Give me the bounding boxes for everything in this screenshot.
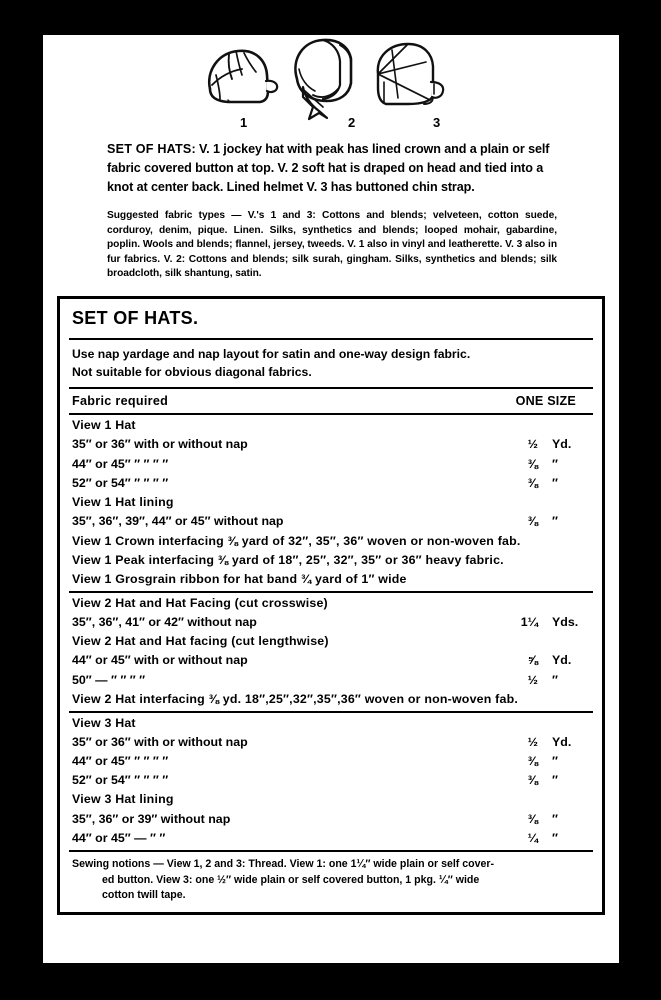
row-unit: ″ bbox=[552, 753, 558, 768]
row-label: View 2 Hat interfacing ⅜ yd. 18″,25″,32″,35″,36″ woven or non-woven fab. bbox=[72, 691, 518, 706]
row-quantity: ½ bbox=[527, 734, 538, 749]
row-label: View 1 Hat bbox=[72, 418, 136, 433]
row-label: View 2 Hat and Hat facing (cut lengthwise) bbox=[72, 634, 329, 649]
nap-note-line-1: Use nap yardage and nap layout for satin and one-way design fabric. bbox=[72, 346, 471, 361]
figure-number-2: 2 bbox=[348, 115, 356, 130]
table-group-view-2 bbox=[60, 593, 602, 711]
row-label: 44″ or 45″ — ″ ″ bbox=[72, 830, 166, 845]
hat-illustrations bbox=[43, 35, 619, 140]
row-unit: Yd. bbox=[552, 734, 572, 749]
row-label: 44″ or 45″ ″ ″ ″ ″ bbox=[72, 753, 169, 768]
pattern-envelope-page bbox=[43, 35, 619, 963]
sewing-notions-label: Sewing notions bbox=[72, 858, 151, 871]
table-row bbox=[60, 551, 602, 570]
table-row bbox=[60, 752, 602, 771]
row-unit: ″ bbox=[552, 456, 558, 471]
column-header-size: ONE SIZE bbox=[515, 394, 576, 409]
row-unit: ″ bbox=[552, 811, 558, 826]
row-quantity: ½ bbox=[527, 672, 538, 687]
row-unit: ″ bbox=[552, 672, 558, 687]
table-group-view-3 bbox=[60, 713, 602, 851]
row-quantity: ⅜ bbox=[527, 514, 538, 529]
table-row bbox=[60, 671, 602, 690]
table-row bbox=[60, 532, 602, 551]
row-quantity: ⅜ bbox=[527, 475, 538, 490]
table-column-headers bbox=[60, 389, 602, 413]
table-row bbox=[60, 733, 602, 752]
sewing-notions-line-3: cotton twill tape. bbox=[102, 889, 186, 902]
hat-view-2-illustration bbox=[283, 35, 363, 121]
column-header-fabric: Fabric required bbox=[72, 394, 169, 409]
row-label: 35″, 36″, 39″, 44″ or 45″ without nap bbox=[72, 514, 284, 529]
description-heading: SET OF HATS bbox=[107, 142, 192, 156]
table-group-view-1 bbox=[60, 415, 602, 591]
sewing-notions-line-2: ed button. View 3: one ½″ wide plain or self covered button, 1 pkg. ¼″ wide bbox=[102, 873, 480, 886]
table-row bbox=[60, 690, 602, 709]
row-label: View 3 Hat lining bbox=[72, 792, 174, 807]
row-quantity: ⅜ bbox=[527, 456, 538, 471]
table-row bbox=[60, 455, 602, 474]
row-label: 50″ — ″ ″ ″ ″ bbox=[72, 672, 146, 687]
table-row bbox=[60, 416, 602, 435]
row-label: View 1 Crown interfacing ⅜ yard of 32″, 35″, 36″ woven or non-woven fab. bbox=[72, 533, 521, 548]
table-row bbox=[60, 594, 602, 613]
figure-number-3: 3 bbox=[433, 115, 441, 130]
row-label: 52″ or 54″ ″ ″ ″ ″ bbox=[72, 773, 169, 788]
suggested-fabrics-paragraph bbox=[107, 209, 557, 281]
row-unit: Yd. bbox=[552, 437, 572, 452]
table-row bbox=[60, 474, 602, 493]
figure-number-row bbox=[43, 115, 619, 135]
row-unit: Yd. bbox=[552, 653, 572, 668]
table-row bbox=[60, 613, 602, 632]
hat-view-1-illustration bbox=[198, 41, 283, 113]
table-row bbox=[60, 651, 602, 670]
hat-view-3-illustration bbox=[368, 38, 450, 118]
intro-section bbox=[107, 140, 557, 282]
row-label: 44″ or 45″ ″ ″ ″ ″ bbox=[72, 456, 169, 471]
table-row bbox=[60, 714, 602, 733]
suggested-fabrics-text: — V.'s 1 and 3: Cottons and blends; velveteen, cotton suede, corduroy, denim, pique. Linen. Silks, synthetics and blends; looped mohair, gabardine, poplin. Wools and blends; flannel, jersey, tweeds. V. 1 also in vinyl and leatherette. V. 3 also in fur fabrics. V. 2: Cottons and blends; silk surah, gingham. Silks, synthetics and blends; silk broadcloth, silk shantung, satin. bbox=[107, 210, 557, 280]
row-label: 35″ or 36″ with or without nap bbox=[72, 734, 248, 749]
table-row bbox=[60, 493, 602, 512]
table-row bbox=[60, 632, 602, 651]
nap-note bbox=[60, 340, 602, 387]
row-unit: ″ bbox=[552, 773, 558, 788]
row-quantity: ⅜ bbox=[527, 773, 538, 788]
row-quantity: ⅜ bbox=[527, 811, 538, 826]
row-unit: ″ bbox=[552, 514, 558, 529]
row-quantity: ⅝ bbox=[527, 653, 538, 668]
row-label: View 1 Peak interfacing ⅜ yard of 18″, 25″, 32″, 35″ or 36″ heavy fabric. bbox=[72, 552, 504, 567]
row-label: 35″, 36″ or 39″ without nap bbox=[72, 811, 231, 826]
row-unit: ″ bbox=[552, 830, 558, 845]
figure-number-1: 1 bbox=[240, 115, 248, 130]
description-paragraph bbox=[107, 140, 557, 197]
row-quantity: ½ bbox=[527, 437, 538, 452]
row-label: View 1 Grosgrain ribbon for hat band ¾ yard of 1″ wide bbox=[72, 571, 407, 586]
row-quantity: ⅜ bbox=[527, 753, 538, 768]
table-row bbox=[60, 810, 602, 829]
sewing-notions bbox=[60, 852, 602, 912]
row-label: View 3 Hat bbox=[72, 715, 136, 730]
suggested-fabrics-label: Suggested fabric types bbox=[107, 210, 226, 222]
row-unit: ″ bbox=[552, 475, 558, 490]
row-label: View 1 Hat lining bbox=[72, 495, 174, 510]
yardage-table bbox=[57, 296, 605, 915]
row-label: 52″ or 54″ ″ ″ ″ ″ bbox=[72, 475, 169, 490]
row-unit: Yds. bbox=[552, 614, 579, 629]
table-row bbox=[60, 790, 602, 809]
table-row bbox=[60, 771, 602, 790]
row-label: View 2 Hat and Hat Facing (cut crosswise) bbox=[72, 595, 328, 610]
row-label: 35″, 36″, 41″ or 42″ without nap bbox=[72, 614, 257, 629]
row-label: 35″ or 36″ with or without nap bbox=[72, 437, 248, 452]
table-row bbox=[60, 570, 602, 589]
table-row bbox=[60, 512, 602, 531]
table-title: SET OF HATS. bbox=[72, 307, 199, 328]
row-label: 44″ or 45″ with or without nap bbox=[72, 653, 248, 668]
sewing-notions-line-1: — View 1, 2 and 3: Thread. View 1: one 1¼″ wide plain or self cover- bbox=[150, 858, 495, 871]
table-row bbox=[60, 435, 602, 454]
nap-note-line-2: Not suitable for obvious diagonal fabrics. bbox=[72, 364, 312, 379]
row-quantity: 1¼ bbox=[520, 614, 538, 629]
description-text: : V. 1 jockey hat with peak has lined crown and a plain or self fabric covered button at top. V. 2 soft hat is draped on head and tied into a knot at center back. Lined helmet V. 3 has buttoned chin strap. bbox=[107, 142, 550, 195]
table-row bbox=[60, 829, 602, 848]
row-quantity: ¼ bbox=[527, 830, 538, 845]
